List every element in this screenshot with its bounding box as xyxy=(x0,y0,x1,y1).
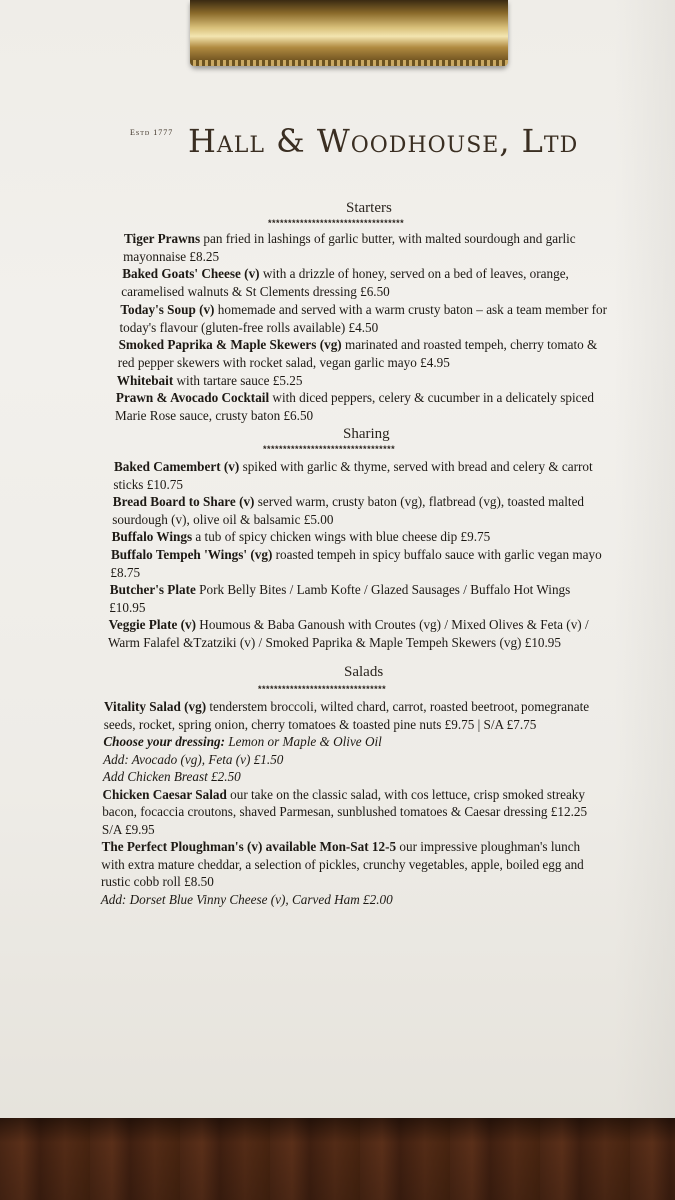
sharing-item-name: Baked Camembert (v) xyxy=(114,459,240,474)
established-date: Estd 1777 xyxy=(130,128,174,137)
sharing-line xyxy=(109,616,589,633)
starters-item-description: with diced peppers, celery & cucumber in a delicately spiced xyxy=(269,390,594,406)
sharing-item-description: £8.75 xyxy=(110,564,141,580)
salads-item-description: with extra mature cheddar, a selection of pickles, crunchy vegetables, apple, boiled egg and xyxy=(101,856,584,872)
starters-item-description: Marie Rose sauce, crusty baton £6.50 xyxy=(115,408,314,423)
starters-line xyxy=(116,389,594,406)
salads-item-description: Add Chicken Breast £2.50 xyxy=(102,769,241,784)
starters-line xyxy=(120,301,607,318)
sharing-line xyxy=(110,581,571,598)
salads-item-description: rustic cobb roll £8.50 xyxy=(101,874,214,889)
salads-line xyxy=(103,768,241,785)
section-divider-starters: ********************************** xyxy=(268,218,405,228)
sharing-line xyxy=(111,546,602,563)
salads-line xyxy=(104,698,589,715)
salads-item-description: S/A £9.95 xyxy=(101,821,155,837)
starters-line xyxy=(121,283,389,300)
starters-item-description: marinated and roasted tempeh, cherry tomato & xyxy=(341,337,598,353)
sharing-line xyxy=(113,476,183,493)
sharing-line xyxy=(112,528,491,545)
sharing-item-description: sourdough (v), olive oil & balsamic £5.00 xyxy=(112,511,334,527)
section-divider-sharing: ********************************* xyxy=(263,444,396,454)
sharing-item-description: a tub of spicy chicken wings with blue cheese dip £9.75 xyxy=(192,529,491,545)
sharing-item-description: sticks £10.75 xyxy=(113,476,183,492)
sharing-line xyxy=(112,511,333,528)
sharing-line xyxy=(113,493,584,510)
salads-item-description: our impressive ploughman's lunch xyxy=(396,839,581,854)
starters-item-description: caramelised walnuts & St Clements dressing £6.50 xyxy=(121,284,390,300)
salads-item-description: seeds, rocket, spring onion, cherry tomatoes & toasted pine nuts £9.75 | S/A £7.75 xyxy=(103,716,537,732)
sharing-line xyxy=(110,564,140,581)
salads-line xyxy=(103,733,381,750)
starters-line xyxy=(118,354,450,371)
salads-line xyxy=(101,873,214,890)
sharing-item-name: Bread Board to Share (v) xyxy=(112,494,255,510)
starters-item-name: Smoked Paprika & Maple Skewers (vg) xyxy=(118,337,342,353)
salads-item-description: our take on the classic salad, with cos lettuce, crisp smoked streaky xyxy=(226,786,585,802)
salads-line xyxy=(103,786,585,803)
starters-item-description: today's flavour (gluten-free rolls available) £4.50 xyxy=(119,319,379,335)
starters-item-description: mayonnaise £8.25 xyxy=(123,248,220,264)
salads-item-description: Add: Dorset Blue Vinny Cheese (v), Carved Ham £2.00 xyxy=(100,891,393,907)
starters-line xyxy=(124,230,576,247)
starters-item-name: Prawn & Avocado Cocktail xyxy=(115,390,270,406)
sharing-item-name: Butcher's Plate xyxy=(109,582,196,598)
sharing-item-description: spiked with garlic & thyme, served with bread and celery & carrot xyxy=(239,459,593,474)
sharing-item-name: Buffalo Wings xyxy=(111,529,193,545)
starters-item-description: pan fried in lashings of garlic butter, with malted sourdough and garlic xyxy=(200,231,576,246)
salads-item-description: bacon, focaccia croutons, shaved Parmesan, sunblushed tomatoes & Caesar dressing £12.25 xyxy=(102,804,588,819)
salads-item-description: tenderstem broccoli, wilted chard, carrot, roasted beetroot, pomegranate xyxy=(206,699,590,714)
starters-line xyxy=(123,248,219,265)
starters-item-name: Tiger Prawns xyxy=(124,231,201,246)
starters-line xyxy=(120,319,379,336)
starters-item-name: Today's Soup (v) xyxy=(120,301,215,317)
salads-line xyxy=(104,716,537,733)
starters-item-description: red pepper skewers with rocket salad, vegan garlic mayo £4.95 xyxy=(117,354,450,370)
sharing-line xyxy=(114,458,593,475)
salads-line xyxy=(101,856,583,873)
sharing-item-description: Houmous & Baba Ganoush with Croutes (vg) / Mixed Olives & Feta (v) / xyxy=(196,617,589,633)
salads-line xyxy=(103,751,283,768)
sharing-item-description: Pork Belly Bites / Lamb Kofte / Glazed Sausages / Buffalo Hot Wings xyxy=(195,582,571,598)
sharing-item-description: £10.95 xyxy=(109,599,146,615)
salads-item-name: The Perfect Ploughman's (v) available Mon-Sat 12-5 xyxy=(101,839,397,854)
sharing-item-description: roasted tempeh in spicy buffalo sauce with garlic vegan mayo xyxy=(272,547,602,562)
salads-item-description: Lemon or Maple & Olive Oil xyxy=(225,734,382,749)
salads-line xyxy=(102,803,587,820)
wooden-table xyxy=(0,1118,675,1200)
starters-line xyxy=(122,265,569,282)
salads-item-name: Choose your dressing: xyxy=(103,734,226,749)
sharing-item-name: Buffalo Tempeh 'Wings' (vg) xyxy=(111,547,273,562)
salads-item-name: Chicken Caesar Salad xyxy=(102,786,227,802)
starters-line xyxy=(119,336,598,353)
starters-item-description: with a drizzle of honey, served on a bed of leaves, orange, xyxy=(259,266,569,282)
starters-item-name: Whitebait xyxy=(116,372,174,388)
sharing-item-description: served warm, crusty baton (vg), flatbread (vg), toasted malted xyxy=(254,494,585,510)
sharing-line xyxy=(109,599,145,616)
section-title-salads: Salads xyxy=(344,664,384,680)
starters-item-name: Baked Goats' Cheese (v) xyxy=(122,266,260,282)
salads-line xyxy=(102,821,155,838)
section-title-starters: Starters xyxy=(346,200,392,216)
salads-line xyxy=(101,891,393,908)
sharing-line xyxy=(108,634,561,651)
starters-line xyxy=(117,372,303,389)
sharing-item-name: Veggie Plate (v) xyxy=(108,617,196,633)
section-title-sharing: Sharing xyxy=(343,426,390,442)
sharing-item-description: Warm Falafel &Tzatziki (v) / Smoked Paprika & Maple Tempeh Skewers (vg) £10.95 xyxy=(108,635,561,650)
starters-line xyxy=(115,407,313,424)
starters-item-description: with tartare sauce £5.25 xyxy=(173,372,303,388)
salads-line xyxy=(102,838,581,855)
salads-item-description: Add: Avocado (vg), Feta (v) £1.50 xyxy=(103,751,284,767)
starters-item-description: homemade and served with a warm crusty baton – ask a team member for xyxy=(214,301,608,317)
salads-item-name: Vitality Salad (vg) xyxy=(104,699,207,714)
section-divider-salads: ******************************** xyxy=(258,684,387,694)
brand-logo: Hall & Woodhouse, Ltd xyxy=(188,122,579,160)
